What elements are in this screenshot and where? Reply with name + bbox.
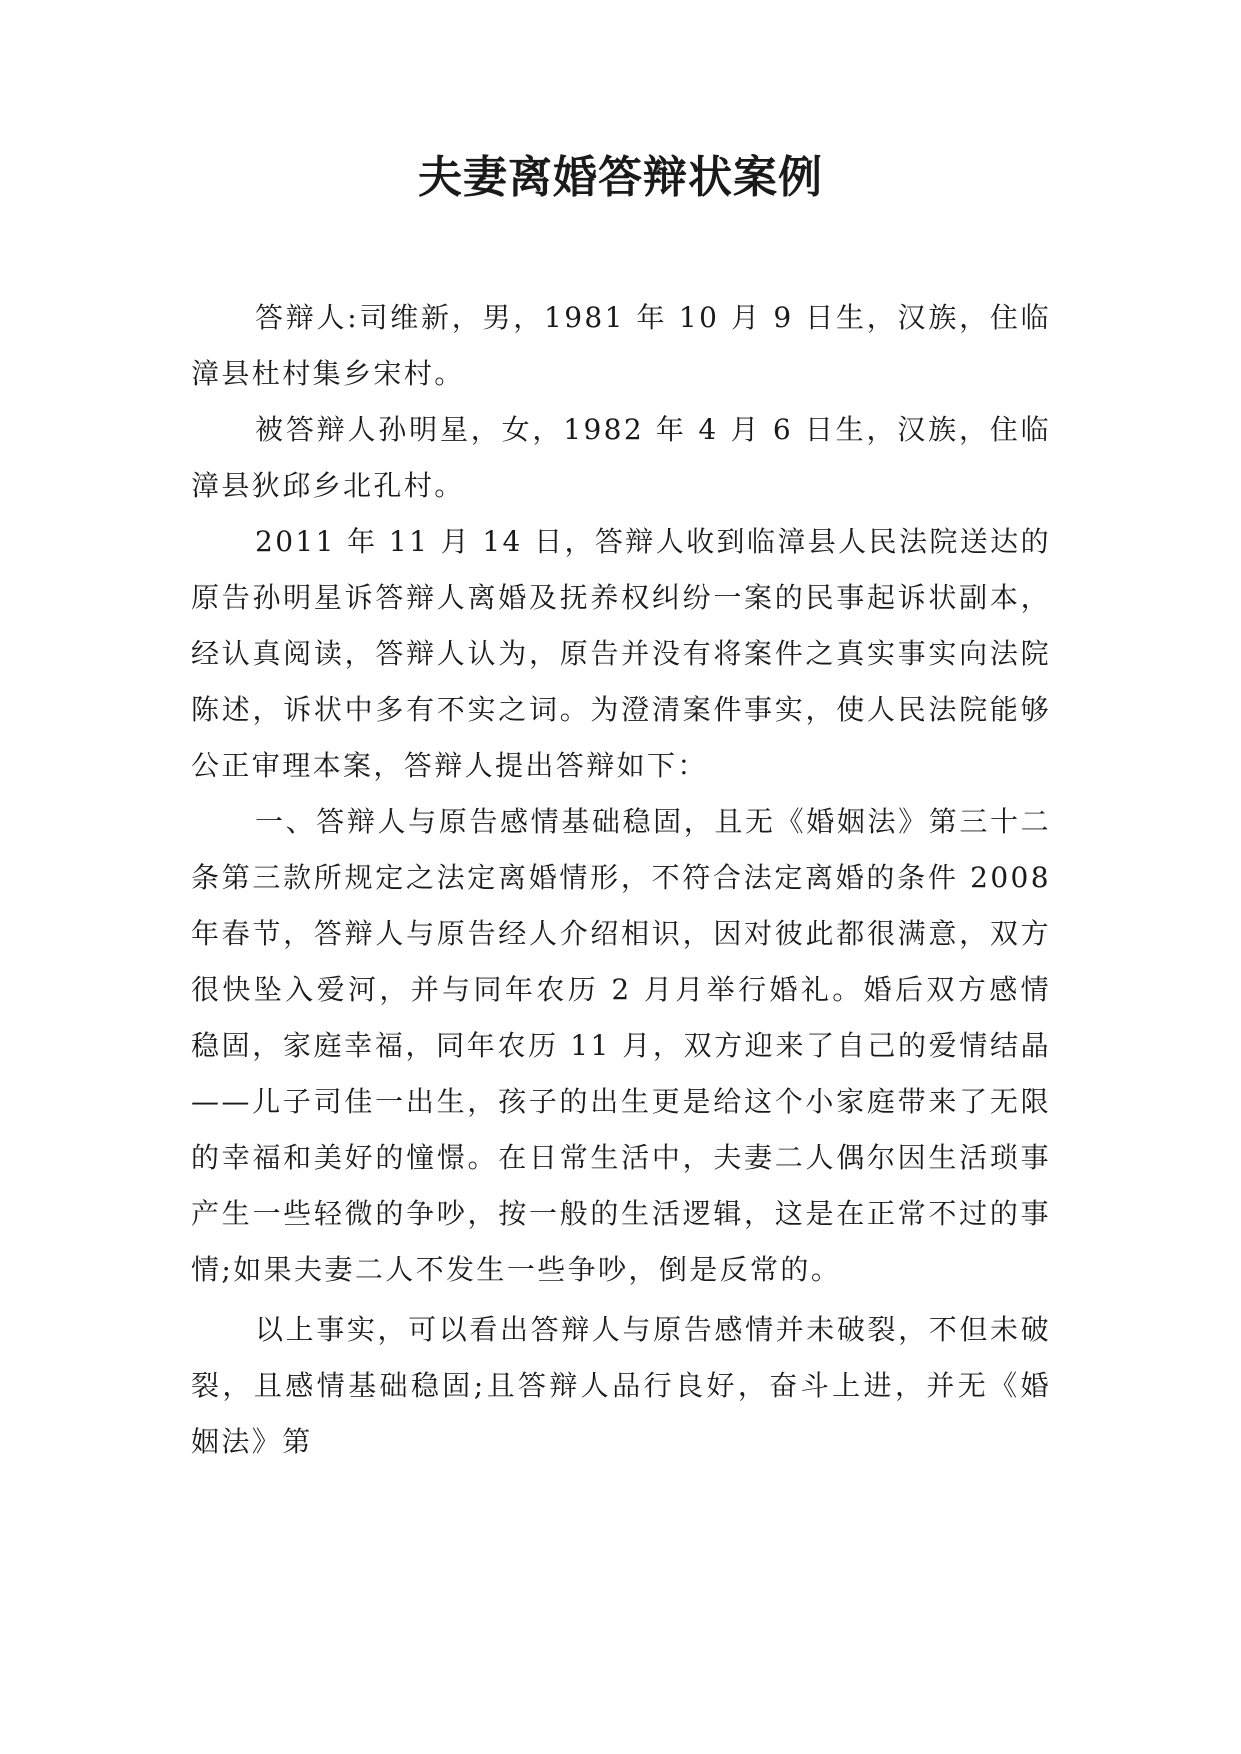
document-title: 夫妻离婚答辩状案例 [418,152,823,203]
conclusion-paragraph: 以上事实，可以看出答辩人与原告感情并未破裂，不但未破裂，且感情基础稳固;且答辩人品行良好，奋斗上进，并无《婚姻法》第 [191,1313,1051,1458]
document-body [191,290,1051,1470]
argument-one-paragraph: 一、答辩人与原告感情基础稳固，且无《婚姻法》第三十二条第三款所规定之法定离婚情形，不符合法定离婚的条件 2008 年春节，答辩人与原告经人介绍相识，因对彼此都很满意，双方很快坠入爱河，并与同年农历 2 月月举行婚礼。婚后双方感情稳固，家庭幸福，同年农历 11 月，双方迎来了自己的爱情结晶——儿子司佳一出生，孩子的出生更是给这个小家庭带来了无限的幸福和美好的憧憬。在日常生活中，夫妻二人偶尔因生活琐事产生一些轻微的争吵，按一般的生活逻辑，这是在正常不过的事情;如果夫妻二人不发生一些争吵，倒是反常的。 [191,805,1051,1286]
plaintiff-info-paragraph: 被答辩人孙明星，女，1982 年 4 月 6 日生，汉族，住临漳县狄邱乡北孔村。 [191,413,1051,502]
respondent-info-paragraph: 答辩人:司维新，男，1981 年 10 月 9 日生，汉族，住临漳县杜村集乡宋村。 [191,301,1051,390]
introduction-paragraph: 2011 年 11 月 14 日，答辩人收到临漳县人民法院送达的原告孙明星诉答辩人离婚及抚养权纠纷一案的民事起诉状副本，经认真阅读，答辩人认为，原告并没有将案件之真实事实向法院陈述，诉状中多有不实之词。为澄清案件事实，使人民法院能够公正审理本案，答辩人提出答辩如下： [191,525,1051,782]
